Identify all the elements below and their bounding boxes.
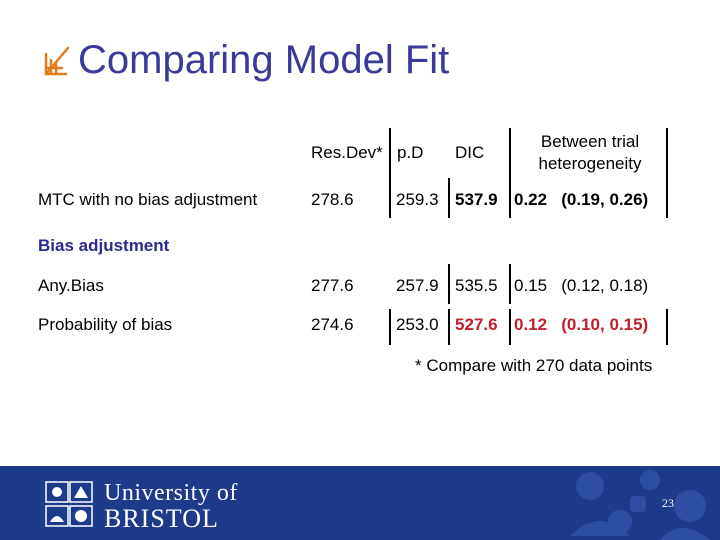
row-label: Any.Bias (38, 276, 104, 295)
heterogeneity-value: 0.12 (0.10, 0.15) (514, 315, 649, 334)
heterogeneity-value: 0.22 (0.19, 0.26) (514, 190, 649, 209)
page-number: 23 (662, 496, 674, 510)
header-resdev: Res.Dev* (311, 143, 383, 162)
column-divider (448, 309, 450, 345)
resdev-value: 278.6 (311, 190, 354, 209)
slide-title: Comparing Model Fit (78, 38, 450, 82)
pd-value: 253.0 (396, 315, 439, 334)
header-heterogeneity: Between trial heterogeneity (538, 132, 642, 173)
column-divider (389, 309, 391, 345)
university-crest-icon (44, 480, 94, 528)
column-divider (666, 128, 668, 218)
header-dic: DIC (455, 143, 485, 162)
row-label: Probability of bias (38, 315, 173, 334)
column-divider (389, 128, 391, 218)
dic-value: 537.9 (455, 190, 498, 209)
column-divider (509, 128, 511, 218)
heterogeneity-value: 0.15 (0.12, 0.18) (514, 276, 649, 295)
column-divider (666, 309, 668, 345)
column-divider (509, 309, 511, 345)
resdev-value: 277.6 (311, 276, 354, 295)
row-label: MTC with no bias adjustment (38, 190, 258, 209)
section-label: Bias adjustment (38, 236, 170, 255)
footer-bar (0, 466, 720, 540)
column-divider (448, 264, 450, 304)
title-bullet-icon (40, 40, 74, 80)
column-divider (509, 264, 511, 304)
resdev-value: 274.6 (311, 315, 354, 334)
pd-value: 257.9 (396, 276, 439, 295)
university-name-line2: BRISTOL (104, 504, 219, 533)
university-name-line1: University of (104, 480, 238, 506)
header-pd: p.D (397, 143, 424, 162)
heraldic-pattern-icon (560, 466, 720, 540)
title-area (40, 36, 449, 84)
dic-value: 535.5 (455, 276, 498, 295)
footnote: * Compare with 270 data points (415, 356, 653, 375)
dic-value: 527.6 (455, 315, 498, 334)
column-divider (448, 178, 450, 218)
pd-value: 259.3 (396, 190, 439, 209)
